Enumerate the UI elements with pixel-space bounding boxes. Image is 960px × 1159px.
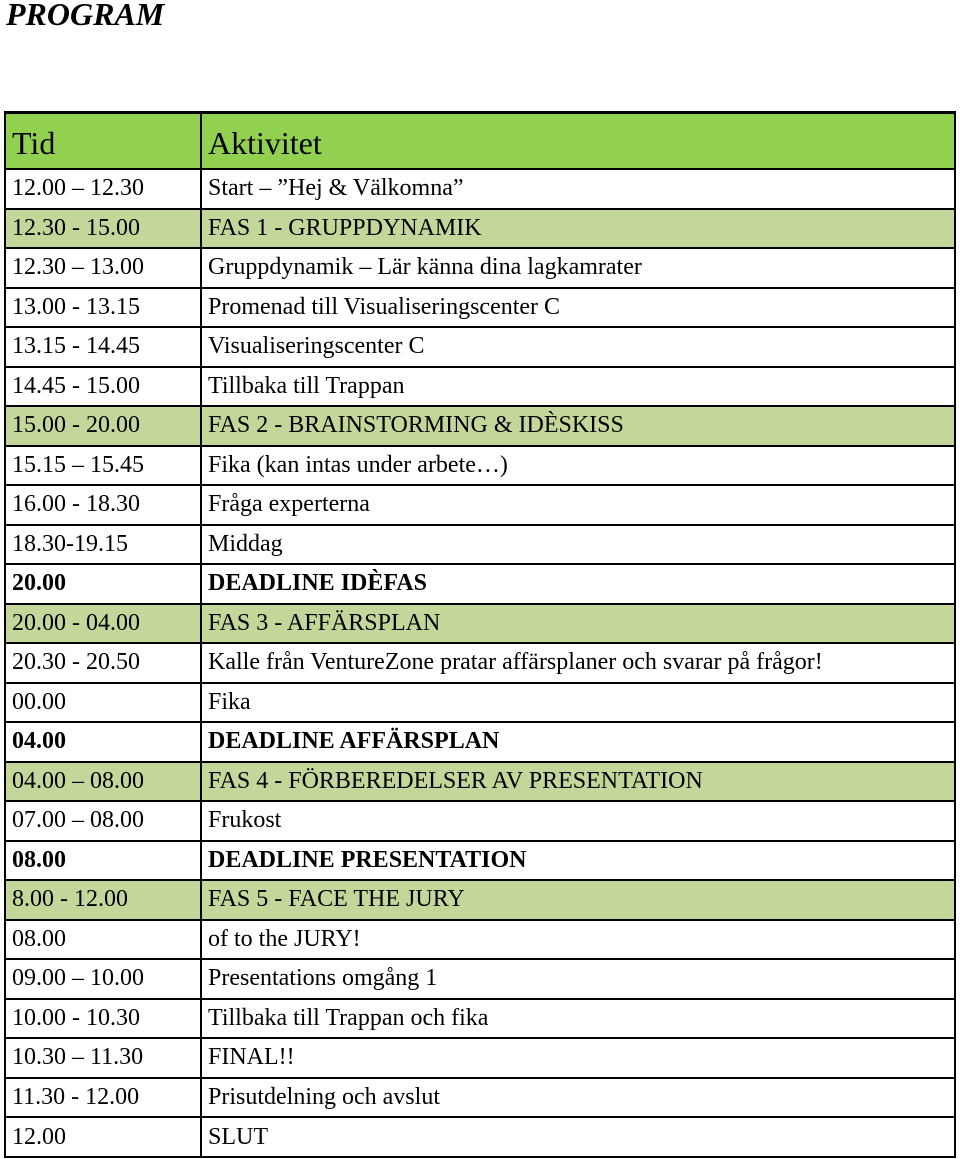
time-cell: 04.00 – 08.00 xyxy=(5,762,201,802)
table-row xyxy=(5,999,955,1039)
program-table-body xyxy=(5,113,955,1158)
activity-cell: Kalle från VentureZone pratar affärsplaner och svarar på frågor! xyxy=(201,643,955,683)
deadline-row xyxy=(5,722,955,762)
time-cell: 13.15 - 14.45 xyxy=(5,327,201,367)
time-cell: 12.00 xyxy=(5,1117,201,1157)
time-cell: 13.00 - 13.15 xyxy=(5,288,201,328)
table-row xyxy=(5,959,955,999)
table-row xyxy=(5,169,955,209)
deadline-row xyxy=(5,841,955,881)
phase-row xyxy=(5,406,955,446)
page-title: PROGRAM xyxy=(6,0,165,32)
time-cell: 20.00 - 04.00 xyxy=(5,604,201,644)
time-cell: 12.00 – 12.30 xyxy=(5,169,201,209)
time-cell: 07.00 – 08.00 xyxy=(5,801,201,841)
table-row xyxy=(5,1038,955,1078)
table-row xyxy=(5,525,955,565)
time-cell: 10.00 - 10.30 xyxy=(5,999,201,1039)
activity-cell: Presentations omgång 1 xyxy=(201,959,955,999)
table-row xyxy=(5,1078,955,1118)
activity-cell: Visualiseringscenter C xyxy=(201,327,955,367)
phase-row xyxy=(5,880,955,920)
activity-cell: of to the JURY! xyxy=(201,920,955,960)
table-row xyxy=(5,446,955,486)
activity-cell: Middag xyxy=(201,525,955,565)
time-cell: 12.30 – 13.00 xyxy=(5,248,201,288)
time-cell: 15.00 - 20.00 xyxy=(5,406,201,446)
program-table xyxy=(4,111,956,1158)
activity-cell: Gruppdynamik – Lär känna dina lagkamrater xyxy=(201,248,955,288)
activity-cell: DEADLINE IDÈFAS xyxy=(201,564,955,604)
table-row xyxy=(5,1117,955,1157)
activity-cell: Fika (kan intas under arbete…) xyxy=(201,446,955,486)
activity-cell: FAS 4 - FÖRBEREDELSER AV PRESENTATION xyxy=(201,762,955,802)
activity-cell: Start – ”Hej & Välkomna” xyxy=(201,169,955,209)
phase-row xyxy=(5,604,955,644)
table-row xyxy=(5,920,955,960)
table-row xyxy=(5,248,955,288)
time-cell: 08.00 xyxy=(5,920,201,960)
time-cell: 00.00 xyxy=(5,683,201,723)
activity-cell: Tillbaka till Trappan xyxy=(201,367,955,407)
table-row xyxy=(5,683,955,723)
activity-cell: Tillbaka till Trappan och fika xyxy=(201,999,955,1039)
deadline-row xyxy=(5,564,955,604)
activity-cell: DEADLINE AFFÄRSPLAN xyxy=(201,722,955,762)
table-row xyxy=(5,643,955,683)
activity-cell: Frukost xyxy=(201,801,955,841)
table-row xyxy=(5,367,955,407)
phase-row xyxy=(5,209,955,249)
activity-cell: Fika xyxy=(201,683,955,723)
table-header-row xyxy=(5,113,955,170)
time-cell: 8.00 - 12.00 xyxy=(5,880,201,920)
activity-cell: Promenad till Visualiseringscenter C xyxy=(201,288,955,328)
time-cell: 15.15 – 15.45 xyxy=(5,446,201,486)
activity-cell: SLUT xyxy=(201,1117,955,1157)
table-row xyxy=(5,485,955,525)
activity-cell: DEADLINE PRESENTATION xyxy=(201,841,955,881)
table-row xyxy=(5,327,955,367)
time-cell: 08.00 xyxy=(5,841,201,881)
header-time: Tid xyxy=(5,113,201,170)
time-cell: 09.00 – 10.00 xyxy=(5,959,201,999)
time-cell: 12.30 - 15.00 xyxy=(5,209,201,249)
activity-cell: FAS 3 - AFFÄRSPLAN xyxy=(201,604,955,644)
activity-cell: FAS 1 - GRUPPDYNAMIK xyxy=(201,209,955,249)
activity-cell: Fråga experterna xyxy=(201,485,955,525)
time-cell: 04.00 xyxy=(5,722,201,762)
activity-cell: FINAL!! xyxy=(201,1038,955,1078)
time-cell: 20.00 xyxy=(5,564,201,604)
table-row xyxy=(5,288,955,328)
activity-cell: FAS 5 - FACE THE JURY xyxy=(201,880,955,920)
activity-cell: FAS 2 - BRAINSTORMING & IDÈSKISS xyxy=(201,406,955,446)
time-cell: 20.30 - 20.50 xyxy=(5,643,201,683)
time-cell: 18.30-19.15 xyxy=(5,525,201,565)
time-cell: 16.00 - 18.30 xyxy=(5,485,201,525)
time-cell: 14.45 - 15.00 xyxy=(5,367,201,407)
time-cell: 10.30 – 11.30 xyxy=(5,1038,201,1078)
table-row xyxy=(5,801,955,841)
phase-row xyxy=(5,762,955,802)
time-cell: 11.30 - 12.00 xyxy=(5,1078,201,1118)
header-activity: Aktivitet xyxy=(201,113,955,170)
activity-cell: Prisutdelning och avslut xyxy=(201,1078,955,1118)
